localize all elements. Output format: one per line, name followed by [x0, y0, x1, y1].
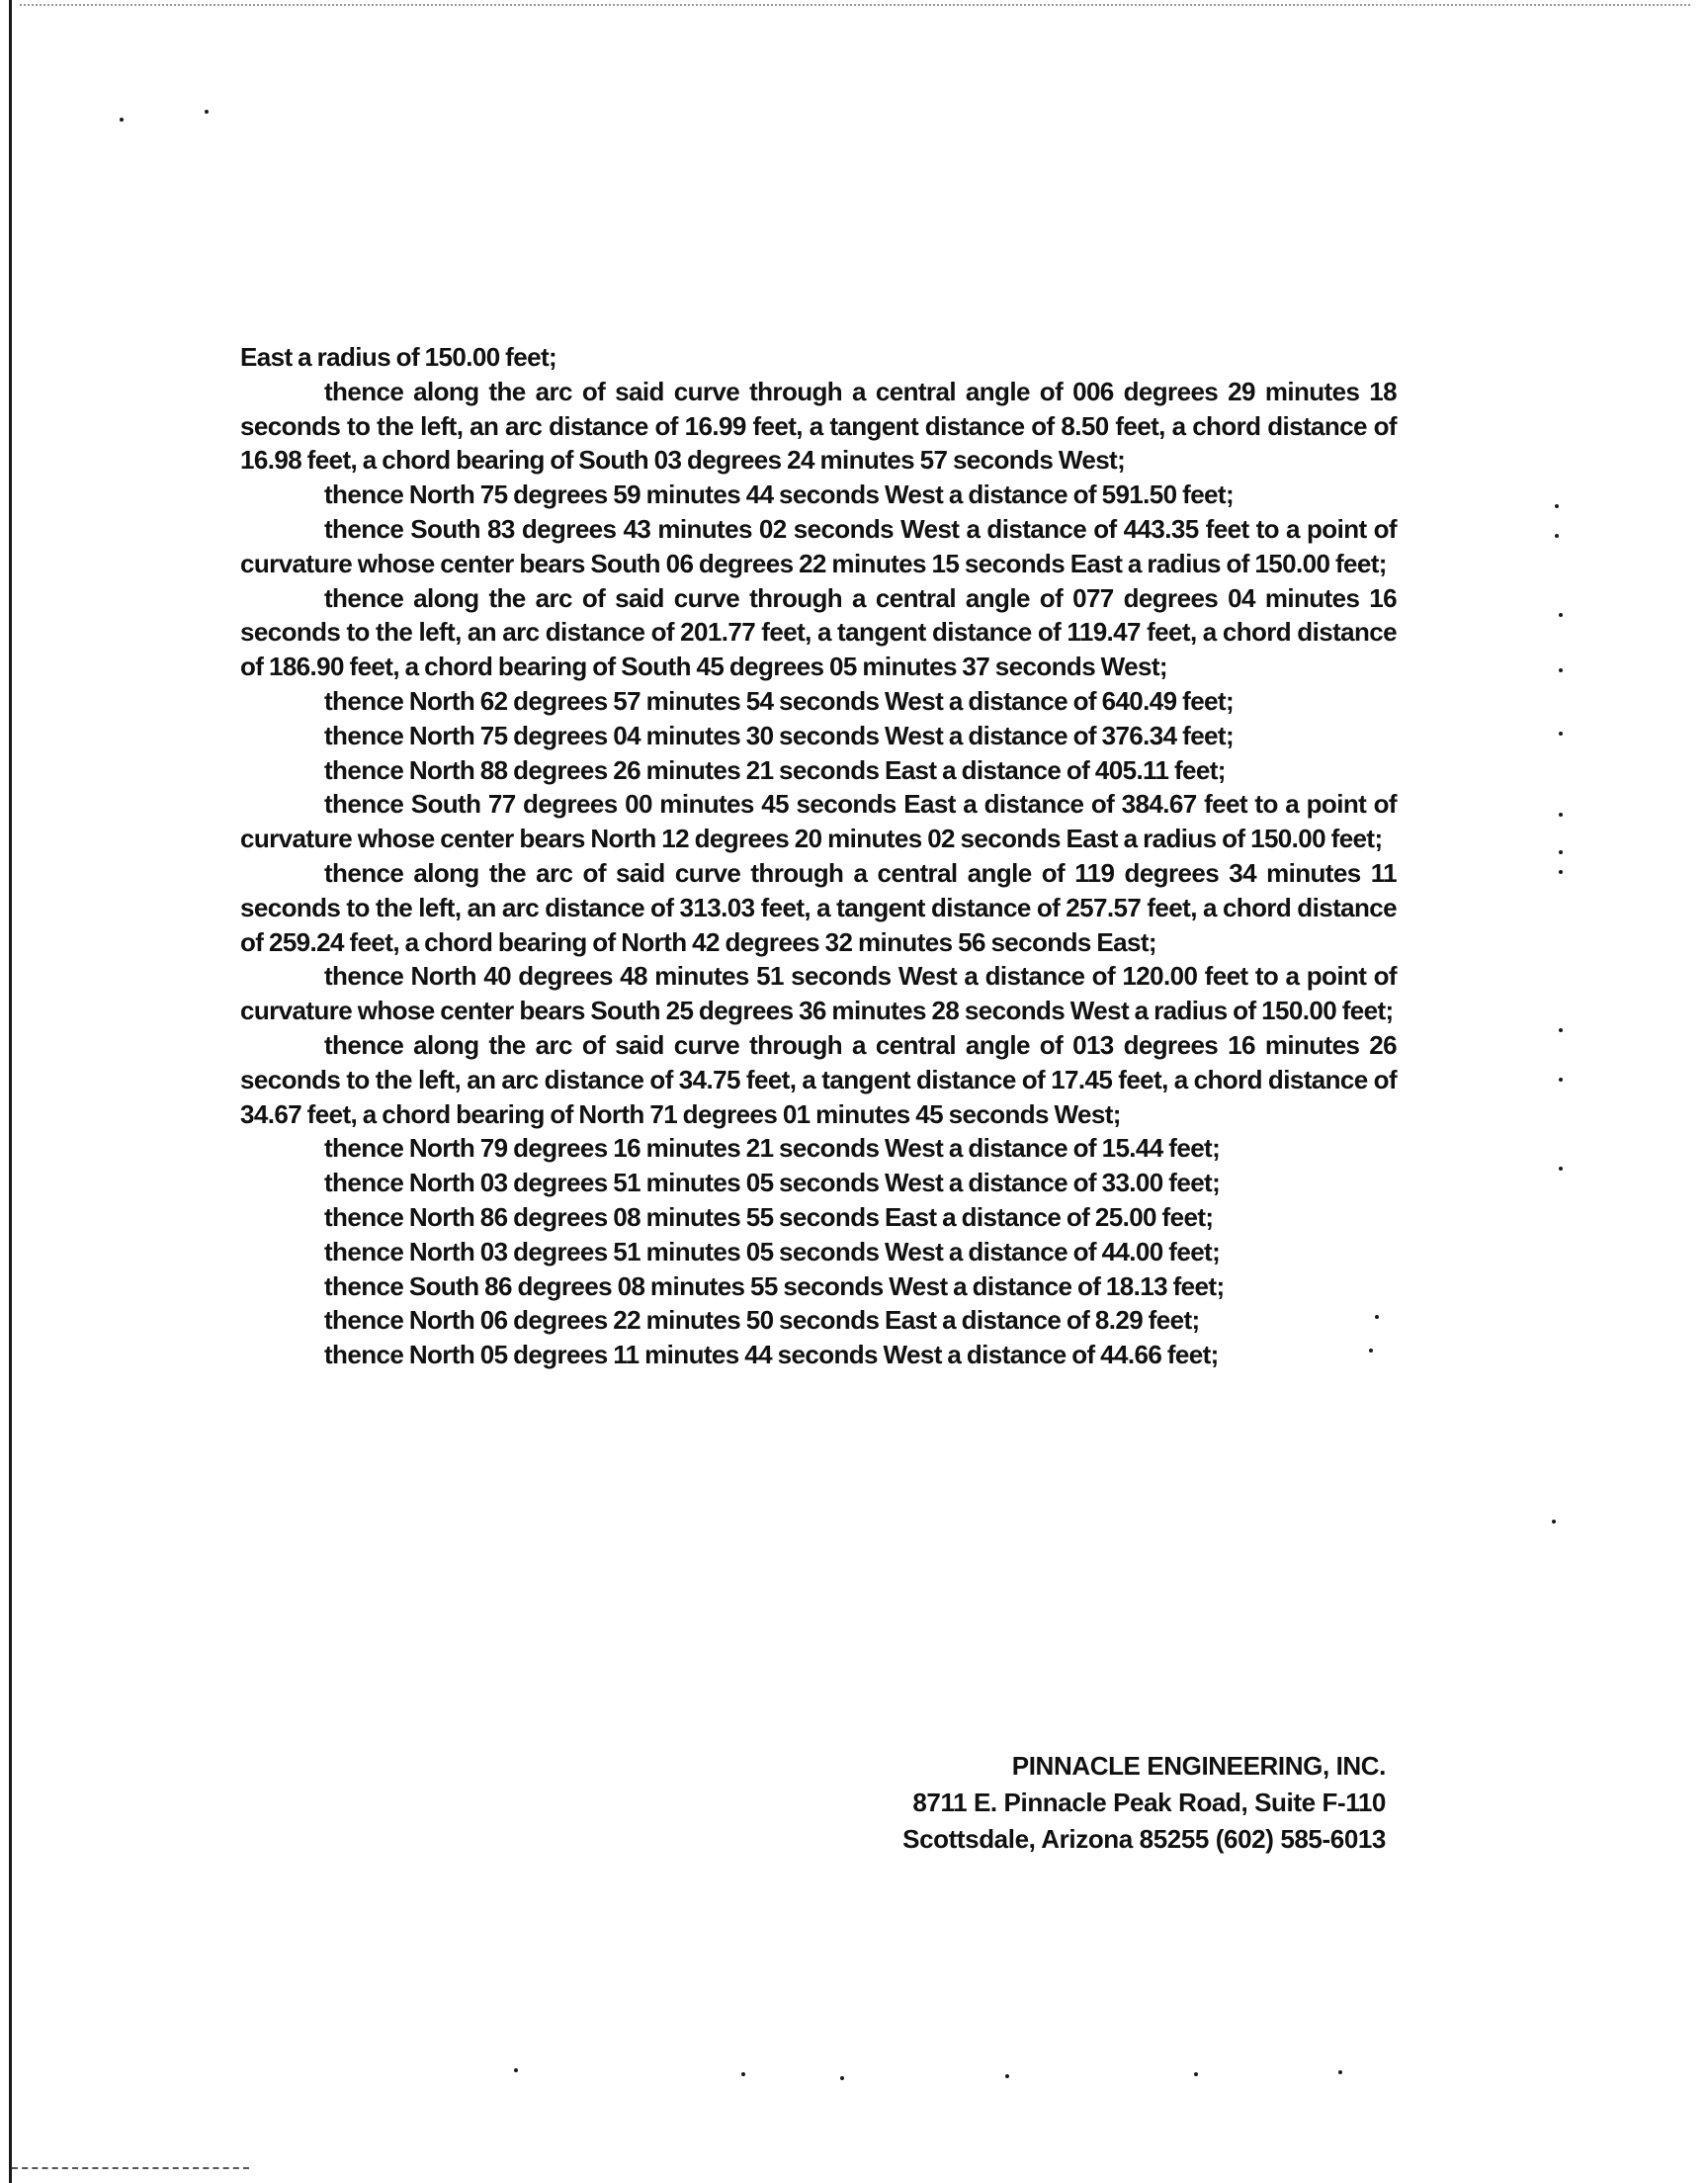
scan-speck: [1005, 2074, 1009, 2078]
paragraph: thence South 77 degrees 00 minutes 45 seconds East a distance of 384.67 feet to a point of curvature whose center bears North 12 degrees 20 minutes 02 seconds East a radius of 150.00 feet;: [240, 789, 1397, 854]
paragraph: thence South 86 degrees 08 minutes 55 seconds West a distance of 18.13 feet;: [324, 1270, 1225, 1301]
scan-speck: [205, 110, 209, 114]
scan-bottom-noise: [12, 2167, 249, 2171]
paragraph: thence North 75 degrees 04 minutes 30 seconds West a distance of 376.34 feet;: [324, 720, 1235, 750]
paragraph: thence along the arc of said curve through a central angle of 119 degrees 34 minutes 11 seconds to the left, an arc distance of 313.03 feet, a tangent distance of 257.57 feet, a chord distance of 259.24 feet, a chord bearing of North 42 degrees 32 minutes 56 seconds East;: [240, 857, 1397, 957]
paragraph: thence South 83 degrees 43 minutes 02 seconds West a distance of 443.35 feet to a point of curvature whose center bears South 06 degrees 22 minutes 15 seconds East a radius of 150.00 feet;: [240, 513, 1397, 578]
paragraph: East a radius of 150.00 feet;: [240, 342, 557, 372]
scan-speck: [1559, 613, 1563, 617]
scan-speck: [1559, 1078, 1563, 1082]
scan-speck: [1559, 732, 1563, 736]
company-name: PINNACLE ENGINEERING, INC.: [1011, 1751, 1386, 1781]
company-city-phone: Scottsdale, Arizona 85255 (602) 585-6013: [902, 1824, 1386, 1854]
scan-speck: [1338, 2070, 1342, 2074]
scan-top-noise: [20, 4, 1690, 8]
scan-speck: [1552, 1520, 1556, 1524]
scan-speck: [1559, 668, 1563, 672]
scan-speck: [1559, 813, 1563, 817]
company-signature-block: [781, 1748, 1386, 1858]
paragraph: thence along the arc of said curve through a central angle of 013 degrees 16 minutes 26 seconds to the left, an arc distance of 34.75 feet, a tangent distance of 17.45 feet, a chord distance of 34.67 feet, a chord bearing of North 71 degrees 01 minutes 45 seconds West;: [240, 1029, 1397, 1129]
legal-description-body: [240, 340, 1397, 1372]
paragraph: thence North 75 degrees 59 minutes 44 seconds West a distance of 591.50 feet;: [324, 480, 1235, 510]
paragraph: thence North 40 degrees 48 minutes 51 seconds West a distance of 120.00 feet to a point of curvature whose center bears South 25 degrees 36 minutes 28 seconds West a radius of 150.00 feet;: [240, 961, 1397, 1026]
scan-speck: [840, 2076, 844, 2080]
scan-speck: [1559, 1028, 1563, 1032]
paragraph: thence along the arc of said curve through a central angle of 006 degrees 29 minutes 18 seconds to the left, an arc distance of 16.99 feet, a tangent distance of 8.50 feet, a chord distance of 16.98 feet, a chord bearing of South 03 degrees 24 minutes 57 seconds West;: [240, 376, 1397, 476]
paragraph: thence North 79 degrees 16 minutes 21 seconds West a distance of 15.44 feet;: [324, 1133, 1221, 1164]
scan-speck: [514, 2068, 518, 2072]
scan-speck: [1559, 870, 1563, 874]
paragraph: thence North 03 degrees 51 minutes 05 seconds West a distance of 33.00 feet;: [324, 1168, 1221, 1198]
paragraph: thence North 06 degrees 22 minutes 50 seconds East a distance of 8.29 feet;: [324, 1305, 1200, 1336]
paragraph: thence North 05 degrees 11 minutes 44 seconds West a distance of 44.66 feet;: [324, 1340, 1219, 1370]
company-address: 8711 E. Pinnacle Peak Road, Suite F-110: [912, 1788, 1386, 1817]
paragraph: thence along the arc of said curve through a central angle of 077 degrees 04 minutes 16 seconds to the left, an arc distance of 201.77 feet, a tangent distance of 119.47 feet, a chord distance of 186.90 feet, a chord bearing of South 45 degrees 05 minutes 37 seconds West;: [240, 582, 1397, 682]
scan-speck: [1194, 2072, 1198, 2076]
paragraph: thence North 62 degrees 57 minutes 54 seconds West a distance of 640.49 feet;: [324, 685, 1235, 716]
scan-speck: [1555, 504, 1559, 508]
scan-speck: [120, 118, 124, 122]
paragraph: thence North 03 degrees 51 minutes 05 seconds West a distance of 44.00 feet;: [324, 1236, 1221, 1266]
scan-speck: [1555, 534, 1559, 538]
scan-edge-rule: [9, 0, 12, 2183]
scan-speck: [1559, 1167, 1563, 1171]
scan-speck: [741, 2072, 745, 2076]
paragraph: thence North 88 degrees 26 minutes 21 seconds East a distance of 405.11 feet;: [324, 754, 1226, 785]
scan-speck: [1559, 850, 1563, 854]
paragraph: thence North 86 degrees 08 minutes 55 seconds East a distance of 25.00 feet;: [324, 1201, 1214, 1232]
